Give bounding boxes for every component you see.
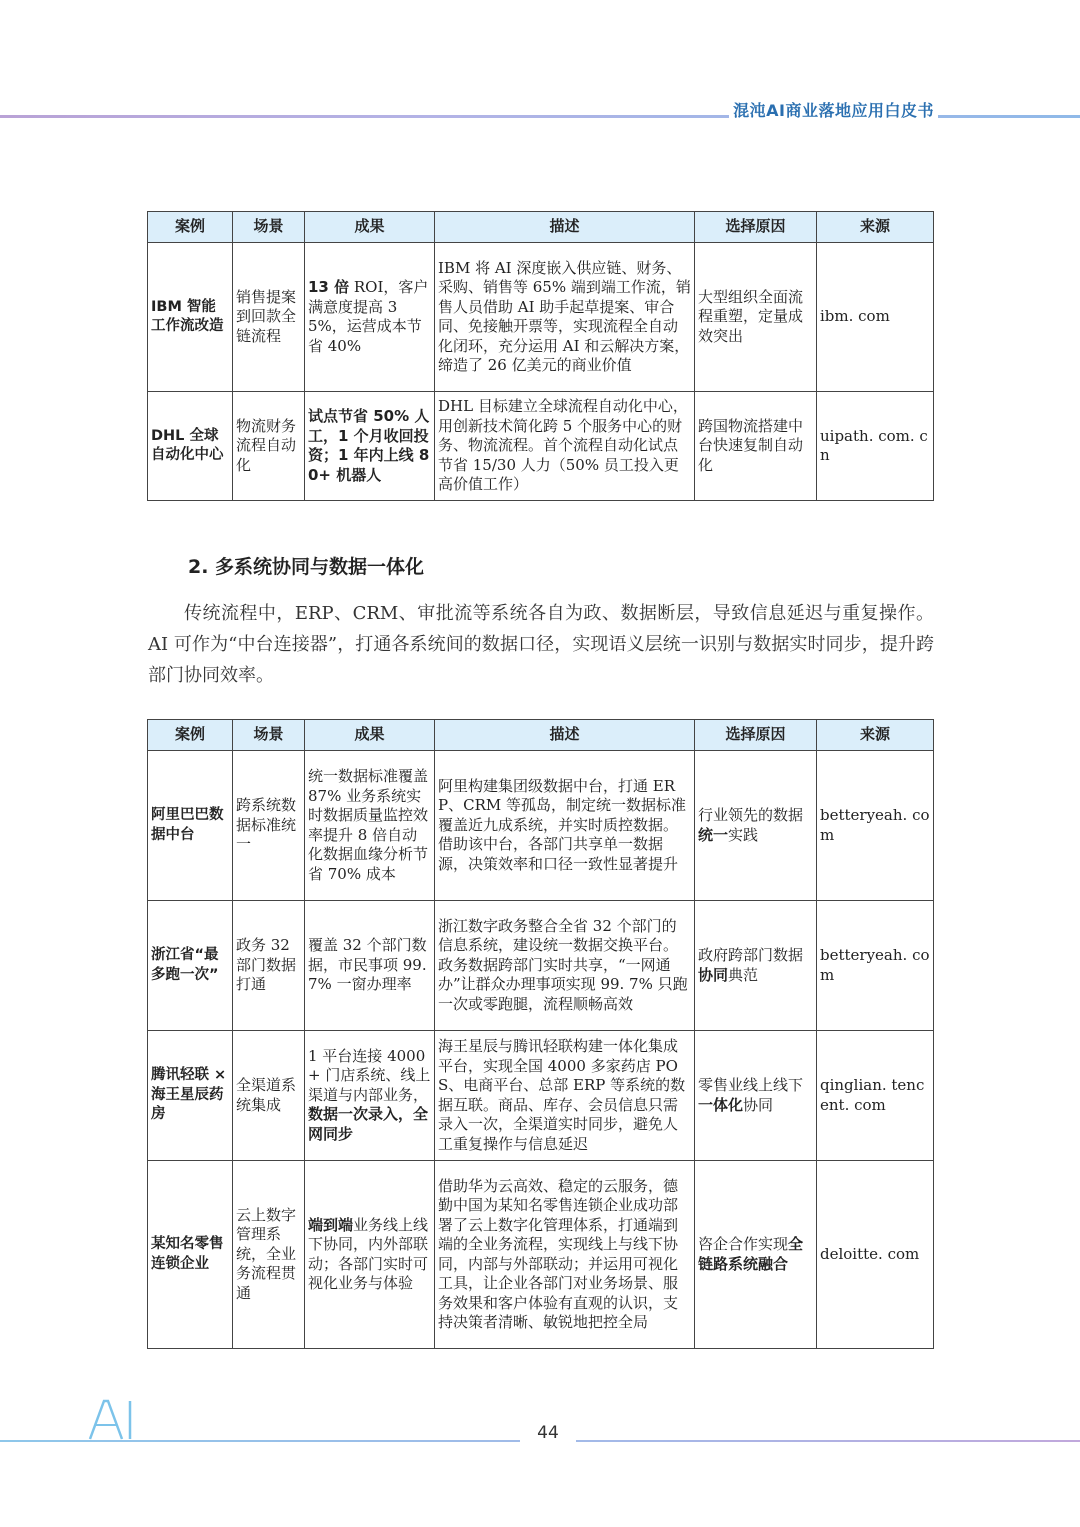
cell-reason [695,1031,817,1161]
table-row [148,901,934,1031]
reason-bold: 统一 [698,825,729,844]
reason-text-tail: 协同 [743,1095,774,1114]
result-bold: 13 倍 [308,278,350,296]
col-header-source: 来源 [817,212,934,243]
cell-result [305,1161,435,1349]
result-text: 统一数据标准覆盖 87% 业务系统实时数据质量监控效率提升 8 倍自动化数据血缘分析节省 70% 成本 [308,767,429,883]
cell-result [305,751,435,901]
section-paragraph: 传统流程中，ERP、CRM、审批流等系统各自为政、数据断层，导致信息延迟与重复操作。AI 可作为“中台连接器”，打通各系统间的数据口径，实现语义层统一识别与数据实时同步，提升跨部门协同效率。 [148,603,934,686]
cell-source: uipath. com. cn [817,392,934,501]
reason-text: 咨企合作实现 [698,1235,789,1253]
result-text: 覆盖 32 个部门数据，市民事项 99. 7% 一窗办理率 [308,936,427,994]
table-row [148,243,934,392]
header-title: 混沌AI商业落地应用白皮书 [729,98,938,121]
col-header-scene: 场景 [233,720,305,751]
reason-text: 零售业线上线下 [698,1076,804,1094]
cell-reason [695,751,817,901]
cell-desc: 借助华为云高效、稳定的云服务，德勤中国为某知名零售连锁企业成功部署了云上数字化管理体系，打通端到端的全业务流程，实现线上与线下协同，内部与外部联动；并运用可视化工具，让企业各部门对业务场景、服务效果和客户体验有直观的认识，支持决策者清晰、敏锐地把控全局 [435,1161,695,1349]
col-header-case: 案例 [148,720,233,751]
cell-desc: 阿里构建集团级数据中台，打通 ERP、CRM 等孤岛，制定统一数据标准覆盖近九成系统，并实时质控数据。借助该中台，各部门共享单一数据源，决策效率和口径一致性显著提升 [435,751,695,901]
cell-source: betteryeah. com [817,751,934,901]
cell-result [305,901,435,1031]
result-text-tail: 业务线上线下协同，内外部联动；各部门实时可视化业务与体验 [308,1215,429,1292]
col-header-scene: 场景 [233,212,305,243]
cases-table-1 [147,211,934,501]
reason-text: 行业领先的数据 [698,806,804,824]
cell-scene: 跨系统数据标准统一 [233,751,305,901]
reason-bold: 全链路系统融合 [698,1235,804,1273]
ai-logo-icon [86,1395,146,1443]
result-bold: 数据一次录入，全网同步 [308,1105,429,1143]
cell-case: 腾讯轻联 × 海王星辰药房 [148,1031,233,1161]
table-header-row [148,720,934,751]
cell-result [305,243,435,392]
cell-reason: 大型组织全面流程重塑，定量成效突出 [695,243,817,392]
result-text: 1 平台连接 4000+ 门店系统、线上渠道与内部业务， [308,1046,431,1104]
cell-reason: 跨国物流搭建中台快速复制自动化 [695,392,817,501]
table-header-row [148,212,934,243]
cell-source: betteryeah. com [817,901,934,1031]
cell-desc: DHL 目标建立全球流程自动化中心，用创新技术简化跨 5 个服务中心的财务、物流流程。首个流程自动化试点节省 15/30 人力（50% 员工投入更高价值工作） [435,392,695,501]
reason-text-tail: 实践 [728,825,759,844]
col-header-case: 案例 [148,212,233,243]
cell-scene: 全渠道系统集成 [233,1031,305,1161]
table-row [148,1031,934,1161]
col-header-desc: 描述 [435,212,695,243]
cell-reason [695,901,817,1031]
cell-source: deloitte. com [817,1161,934,1349]
cell-scene: 销售提案到回款全链流程 [233,243,305,392]
cell-case: 某知名零售连锁企业 [148,1161,233,1349]
cell-desc: 海王星辰与腾讯轻联构建一体化集成平台，实现全国 4000 多家药店 POS、电商平台、总部 ERP 等系统的数据互联。商品、库存、会员信息只需录入一次，全渠道实时同步，避免人工重复操作与信息延迟 [435,1031,695,1161]
col-header-result: 成果 [305,720,435,751]
cell-source: qinglian. tencent. com [817,1031,934,1161]
result-bold: 试点节省 50% 人工，1 个月收回投资；1 年内上线 80+ 机器人 [308,407,430,484]
reason-text: 政府跨部门数据 [698,946,804,964]
cell-source: ibm. com [817,243,934,392]
result-bold: 端到端 [308,1215,354,1234]
result-text: ROI，客户满意度提高 35%，运营成本节省 40% [308,278,429,355]
cell-result [305,1031,435,1161]
logo-text: AI [116,1442,118,1443]
cell-case: 阿里巴巴数据中台 [148,751,233,901]
reason-bold: 协同 [698,965,729,984]
cell-case: DHL 全球自动化中心 [148,392,233,501]
col-header-reason: 选择原因 [695,720,817,751]
cell-scene: 云上数字管理系统，全业务流程贯通 [233,1161,305,1349]
table-row [148,751,934,901]
cell-result [305,392,435,501]
cell-case: IBM 智能工作流改造 [148,243,233,392]
col-header-source: 来源 [817,720,934,751]
reason-text-tail: 典范 [728,965,759,984]
cases-table-2 [147,719,934,1349]
cell-scene: 物流财务流程自动化 [233,392,305,501]
col-header-reason: 选择原因 [695,212,817,243]
cell-scene: 政务 32 部门数据打通 [233,901,305,1031]
table-row [148,1161,934,1349]
page-number: 44 [520,1423,576,1443]
cell-desc: 浙江数字政务整合全省 32 个部门的信息系统，建设统一数据交换平台。政务数据跨部门实时共享，“一网通办”让群众办理事项实现 99. 7% 只跑一次或零跑腿，流程顺畅高效 [435,901,695,1031]
reason-bold: 一体化 [698,1095,744,1114]
cell-reason [695,1161,817,1349]
cell-case: 浙江省“最多跑一次” [148,901,233,1031]
col-header-result: 成果 [305,212,435,243]
section-heading: 2. 多系统协同与数据一体化 [188,556,425,578]
table-row [148,392,934,501]
col-header-desc: 描述 [435,720,695,751]
cell-desc: IBM 将 AI 深度嵌入供应链、财务、采购、销售等 65% 端到端工作流，销售人员借助 AI 助手起草提案、审合同、免接触开票等，实现流程全自动化闭环，充分运用 AI 和云解决方案，缔造了 26 亿美元的商业价值 [435,243,695,392]
